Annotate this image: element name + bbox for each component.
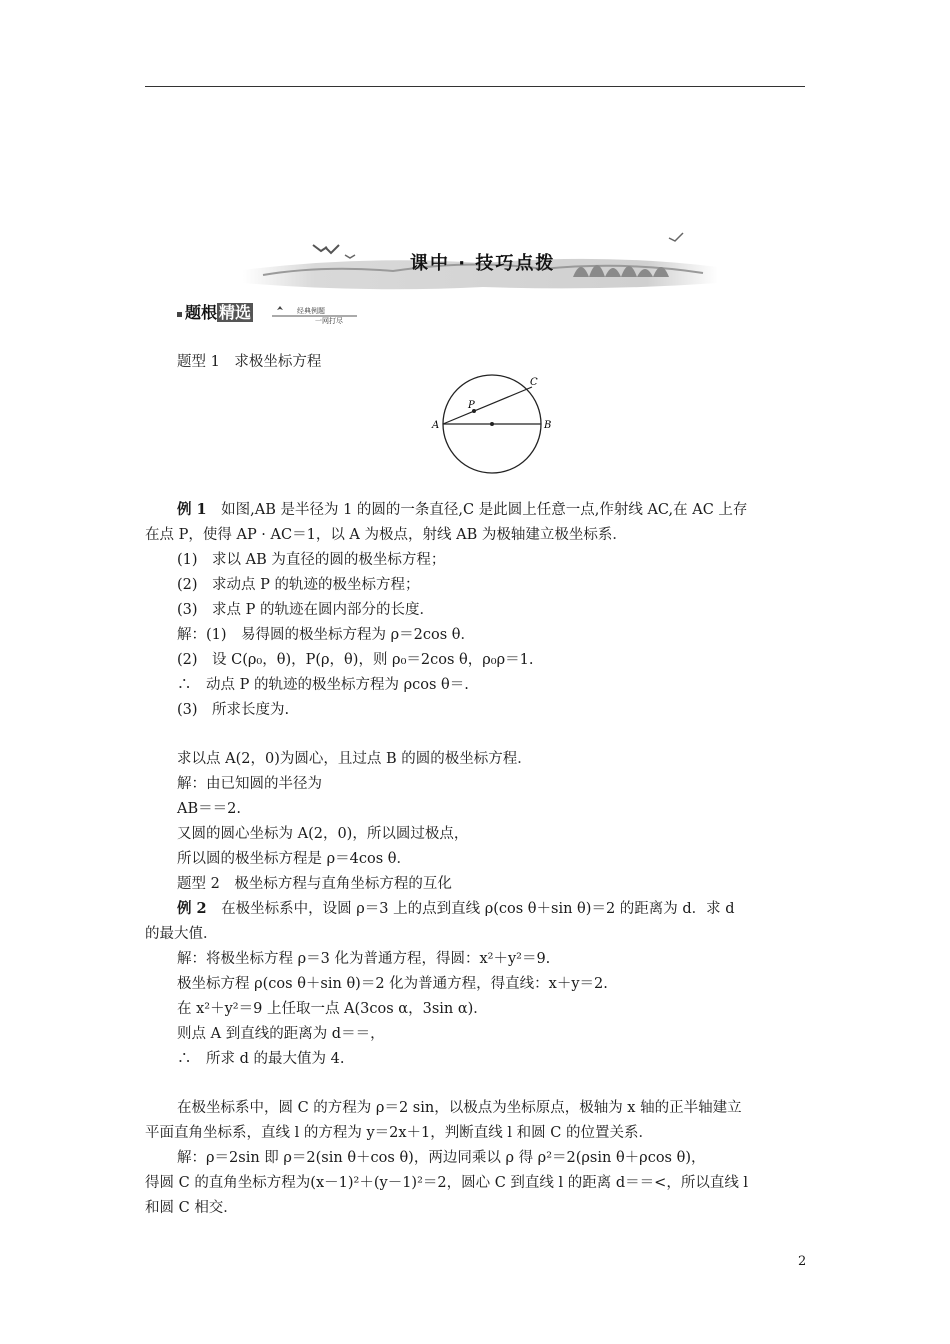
section-tag-part1: 题根 (185, 303, 218, 322)
exercise-line1: 在极坐标系中，圆 C 的方程为 ρ＝2 sin，以极点为坐标原点，极轴为 x 轴的正半轴建立 (177, 1100, 742, 1116)
example2-line1 (177, 899, 735, 919)
example1-text: 如图,AB 是半径为 1 的圆的一条直径,C 是此圆上任意一点,作射线 AC,在 AC 上存 (206, 502, 748, 518)
exercise-solution-1: 解：ρ＝2sin 即 ρ＝2(sin θ＋cos θ)，两边同乘以 ρ 得 ρ²＝2(ρsin θ＋ρcos θ)， (177, 1150, 706, 1166)
exercise-solution-2: 得圆 C 的直角坐标方程为(x－1)²＋(y－1)²＝2，圆心 C 到直线 l 的距离 d＝＝<，所以直线 l (145, 1175, 749, 1191)
ray-ac (443, 387, 532, 424)
example2-line2: 的最大值． (145, 926, 218, 942)
section-tag-note2: 一网打尽 (315, 317, 343, 325)
question-1: (1) 求以 AB 为直径的圆的极坐标方程； (177, 552, 446, 568)
bird-icon (345, 255, 355, 258)
section-tag-note1: 经典例题 (297, 307, 325, 315)
example2-text: 在极坐标系中，设圆 ρ＝3 上的点到直线 ρ(cos θ＋sin θ)＝2 的距离为 d．求 d (206, 901, 735, 917)
variant-solution-1: 解：由已知圆的半径为 (177, 776, 322, 792)
star-icon (277, 306, 283, 310)
solution-1: 解：(1) 易得圆的极坐标方程为 ρ＝2cos θ． (177, 627, 476, 643)
heading-type2: 题型 2 极坐标方程与直角坐标方程的互化 (177, 876, 452, 892)
question-3: (3) 求点 P 的轨迹在圆内部分的长度． (177, 602, 435, 618)
section-tag (185, 300, 253, 323)
example2-solution-1: 解：将极坐标方程 ρ＝3 化为普通方程，得圆：x²＋y²＝9. (177, 951, 551, 967)
circle-figure (428, 374, 558, 484)
exercise-solution-3: 和圆 C 相交． (145, 1200, 238, 1216)
variant-solution-2: AB＝＝2. (177, 801, 241, 817)
example1-line1 (177, 500, 747, 520)
label-p: P (468, 400, 475, 411)
example2-solution-2: 极坐标方程 ρ(cos θ＋sin θ)＝2 化为普通方程，得直线：x＋y＝2. (177, 976, 608, 992)
banner-title: 课中 · 技巧点拨 (410, 253, 556, 274)
example2-solution-3: 在 x²＋y²＝9 上任取一点 A(3cos α，3sin α)． (177, 1001, 488, 1017)
variant-solution-3: 又圆的圆心坐标为 A(2，0)，所以圆过极点， (177, 826, 469, 842)
solution-3: ∴ 动点 P 的轨迹的极坐标方程为 ρcos θ＝. (177, 677, 469, 693)
header-rule (145, 86, 805, 87)
exercise-line2: 平面直角坐标系，直线 l 的方程为 y＝2x＋1，判断直线 l 和圆 C 的位置关系． (145, 1125, 653, 1141)
example1-line2: 在点 P，使得 AP · AC＝1，以 A 为极点，射线 AB 为极轴建立极坐标系． (145, 527, 627, 543)
solution-4: (3) 所求长度为. (177, 702, 290, 718)
heading-type1: 题型 1 求极坐标方程 (177, 354, 322, 370)
label-c: C (530, 377, 538, 388)
section-tag-part2: 精选 (219, 303, 252, 322)
label-b: B (544, 420, 552, 431)
variant-solution-4: 所以圆的极坐标方程是 ρ＝4cos θ． (177, 851, 411, 867)
bird-icon (669, 233, 683, 241)
question-2: (2) 求动点 P 的轨迹的极坐标方程； (177, 577, 420, 593)
center-point (490, 422, 494, 426)
example1-label: 例 1 (177, 501, 207, 518)
solution-2: (2) 设 C(ρ₀，θ)，P(ρ，θ)，则 ρ₀＝2cos θ，ρ₀ρ＝1. (177, 652, 534, 668)
example2-solution-4: 则点 A 到直线的距离为 d＝＝， (177, 1026, 385, 1042)
label-a: A (432, 420, 440, 431)
page-number: 2 (798, 1254, 807, 1269)
example2-solution-5: ∴ 所求 d 的最大值为 4. (177, 1051, 345, 1067)
bird-icon (313, 245, 339, 253)
variant-question: 求以点 A(2，0)为圆心，且过点 B 的圆的极坐标方程． (177, 751, 532, 767)
example2-label: 例 2 (177, 900, 207, 917)
